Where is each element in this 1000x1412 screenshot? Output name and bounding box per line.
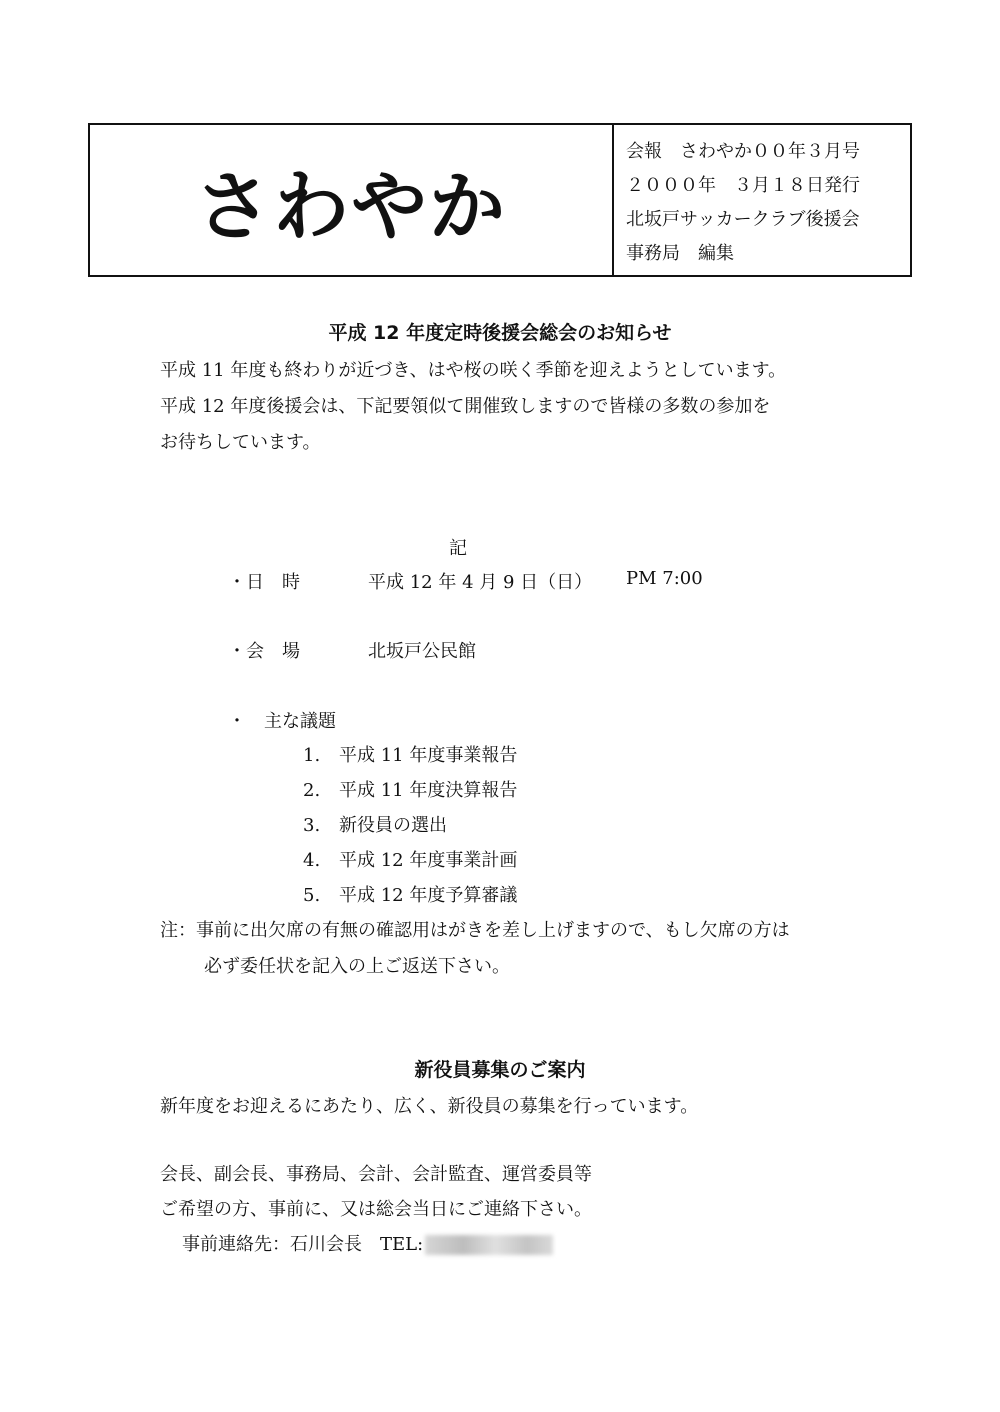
agenda-label: ・ 主な議題 — [228, 711, 336, 732]
publisher-line: 北坂戸サッカークラブ後援会 — [626, 209, 860, 230]
datetime-label: ・日 時 — [228, 572, 300, 593]
agenda-item: 5. 平成 12 年度予算審議 — [303, 885, 518, 906]
meeting-body-line: 平成 11 年度も終わりが近づき、はや桜の咲く季節を迎えようとしています。 — [160, 360, 787, 381]
venue-label: ・会 場 — [228, 641, 300, 662]
note-line: 注：事前に出欠席の有無の確認用はがきを差し上げますので、もし欠席の方は — [160, 920, 790, 941]
meeting-title: 平成 12 年度定時後援会総会のお知らせ — [328, 322, 672, 344]
contact-line — [182, 1230, 553, 1256]
contact-text: 事前連絡先：石川会長 TEL: — [182, 1234, 424, 1255]
meeting-body-line: 平成 12 年度後援会は、下記要領似て開催致しますので皆様の多数の参加を — [160, 396, 771, 417]
ki-heading: 記 — [449, 538, 467, 559]
newsletter-title: さわやか — [90, 125, 614, 275]
meeting-body-line: お待ちしています。 — [160, 432, 321, 453]
datetime-time: PM 7:00 — [626, 568, 703, 589]
issue-line: 会報 さわやか００年３月号 — [626, 141, 860, 162]
editor-line: 事務局 編集 — [626, 243, 734, 264]
recruit-intro: 新年度をお迎えるにあたり、広く、新役員の募集を行っています。 — [160, 1096, 699, 1117]
masthead-info — [614, 125, 910, 275]
agenda-item: 4. 平成 12 年度事業計画 — [303, 850, 518, 871]
venue-value: 北坂戸公民館 — [368, 641, 476, 662]
agenda-item: 3. 新役員の選出 — [303, 815, 447, 836]
agenda-item: 1. 平成 11 年度事業報告 — [303, 745, 518, 766]
recruit-positions: 会長、副会長、事務局、会計、会計監査、運営委員等 — [160, 1164, 592, 1185]
agenda-list — [303, 738, 517, 913]
recruit-request: ご希望の方、事前に、又は総会当日にご連絡下さい。 — [160, 1199, 592, 1220]
date-line: ２０００年 ３月１８日発行 — [626, 175, 860, 196]
note-line: 必ず委任状を記入の上ご返送下さい。 — [204, 956, 510, 977]
agenda-item: 2. 平成 11 年度決算報告 — [303, 780, 518, 801]
datetime-value: 平成 12 年 4 月 9 日（日） — [368, 572, 593, 593]
masthead — [88, 123, 912, 277]
recruit-title: 新役員募集のご案内 — [414, 1059, 586, 1081]
redacted-phone — [425, 1235, 553, 1255]
